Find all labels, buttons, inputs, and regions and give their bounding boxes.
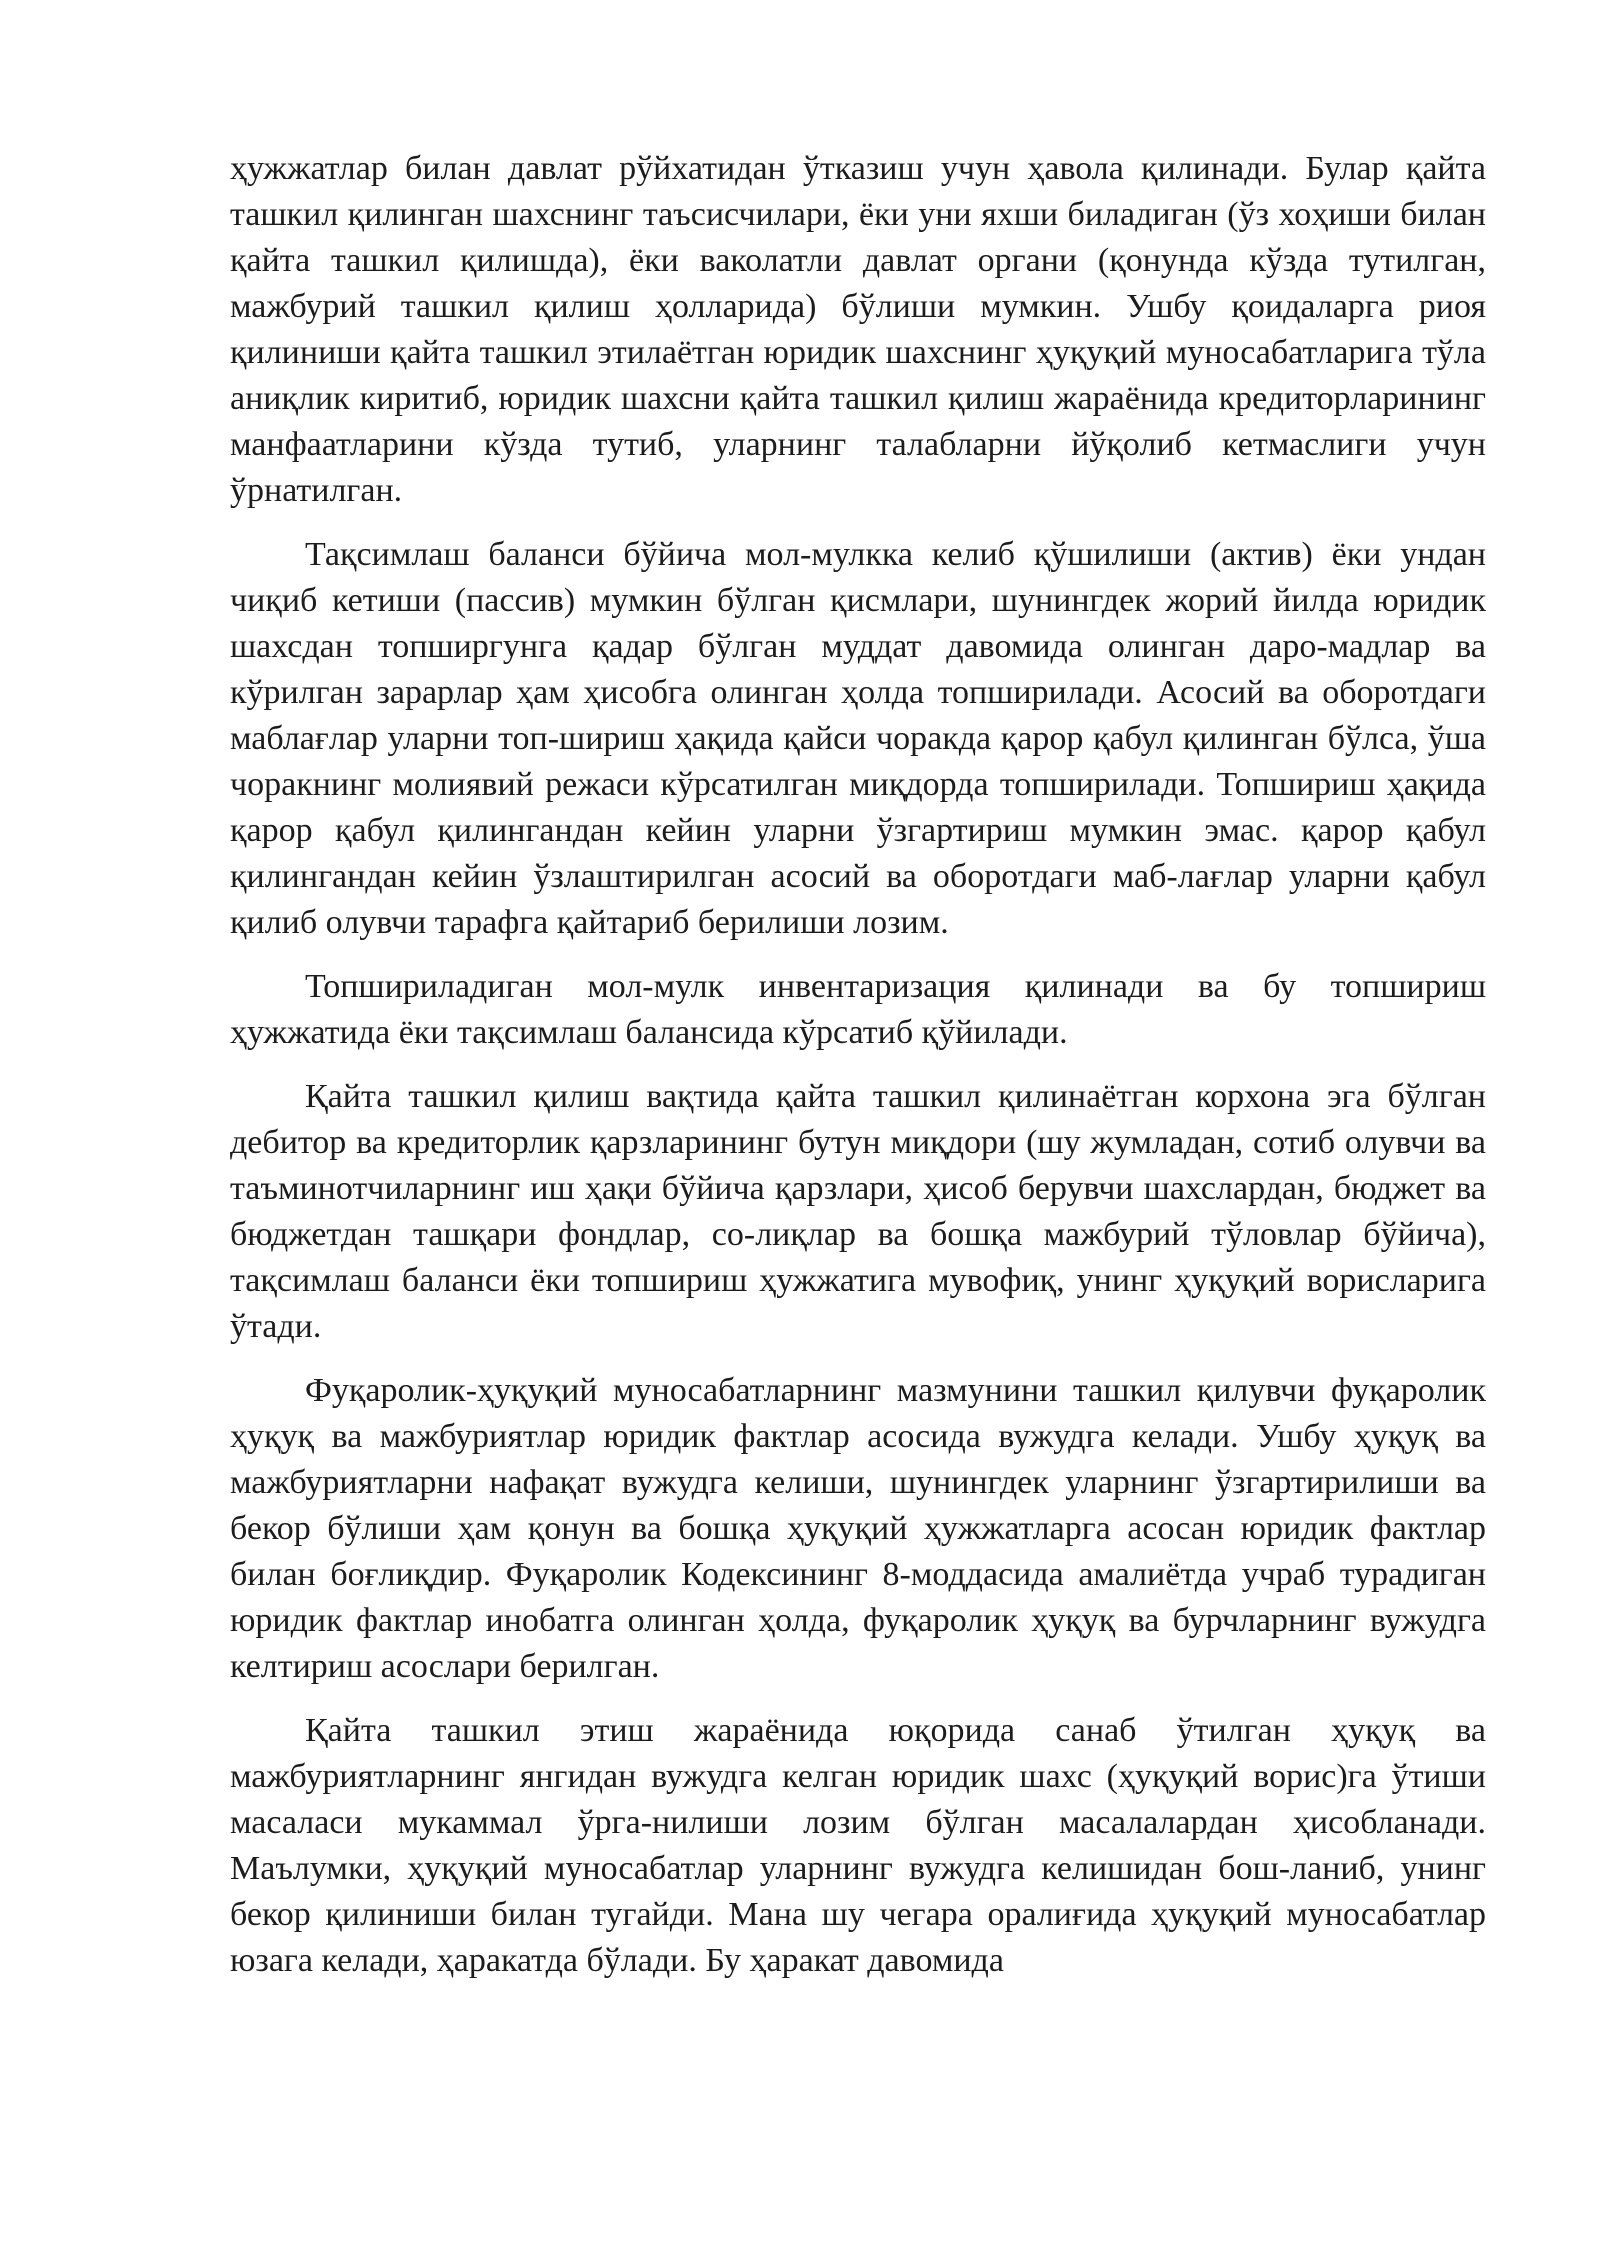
- paragraph-1: ҳужжатлар билан давлат рўйхатидан ўтказиш учун ҳавола қилинади. Булар қайта ташкил қилинган шахснинг таъсисчилари, ёки уни яхши биладиган (ўз хоҳиши билан қайта ташкил қилишда), ёки ваколатли давлат органи (қонунда кўзда тутилган, мажбурий ташкил қилиш ҳолларида) бўлиши мумкин. Ушбу қоидаларга риоя қилиниши қайта ташкил этилаётган юридик шахснинг ҳуқуқий муносабатларига тўла аниқлик киритиб, юридик шахсни қайта ташкил қилиш жараёнида кредиторларининг манфаатларини кўзда тутиб, уларнинг талабларни йўқолиб кетмаслиги учун ўрнатилган.: [230, 150, 1486, 509]
- paragraph-2: Тақсимлаш баланси бўйича мол-мулкка келиб қўшилиши (актив) ёки ундан чиқиб кетиши (пассив) мумкин бўлган қисмлари, шунингдек жорий йилда юридик шахсдан топширгунга қадар бўлган муддат давомида олинган даро-мадлар ва кўрилган зарарлар ҳам ҳисобга олинган ҳолда топширилади. Асосий ва оборотдаги маблағлар уларни топ-шириш ҳақида қайси чоракда қарор қабул қилинган бўлса, ўша чоракнинг молиявий режаси кўрсатилган миқдорда топширилади. Топшириш ҳақида қарор қабул қилингандан кейин уларни ўзгартириш мумкин эмас. қарор қабул қилингандан кейин ўзлаштирилган асосий ва оборотдаги маб-лағлар уларни қабул қилиб олувчи тарафга қайтариб берилиши лозим.: [230, 536, 1486, 941]
- paragraph-6: Қайта ташкил этиш жараёнида юқорида санаб ўтилган ҳуқуқ ва мажбуриятларнинг янгидан вужудга келган юридик шахс (ҳуқуқий ворис)га ўтиши масаласи мукаммал ўрга-нилиши лозим бўлган масалалардан ҳисобланади. Маълумки, ҳуқуқий муносабатлар уларнинг вужудга келишидан бош-ланиб, унинг бекор қилиниши билан тугайди. Мана шу чегара оралиғида ҳуқуқий муносабатлар юзага келади, ҳаракатда бўлади. Бу ҳаракат давомида: [230, 1712, 1486, 1979]
- paragraph-3: Топшириладиган мол-мулк инвентаризация қилинади ва бу топшириш ҳужжатида ёки тақсимлаш балансида кўрсатиб қўйилади.: [230, 968, 1486, 1051]
- paragraph-4: Қайта ташкил қилиш вақтида қайта ташкил қилинаётган корхона эга бўлган дебитор ва кредиторлик қарзларининг бутун миқдори (шу жумладан, сотиб олувчи ва таъминотчиларнинг иш ҳақи бўйича қарзлари, ҳисоб берувчи шахслардан, бюджет ва бюджетдан ташқари фондлар, со-лиқлар ва бошқа мажбурий тўловлар бўйича), тақсимлаш баланси ёки топшириш ҳужжатига мувофиқ, унинг ҳуқуқий ворисларига ўтади.: [230, 1078, 1486, 1345]
- paragraph-5: Фуқаролик-ҳуқуқий муносабатларнинг мазмунини ташкил қилувчи фуқаролик ҳуқуқ ва мажбуриятлар юридик фактлар асосида вужудга келади. Ушбу ҳуқуқ ва мажбуриятларни нафақат вужудга келиши, шунингдек уларнинг ўзгартирилиши ва бекор бўлиши ҳам қонун ва бошқа ҳуқуқий ҳужжатларга асосан юридик фактлар билан боғлиқдир. Фуқаролик Кодексининг 8-моддасида амалиётда учраб турадиган юридик фактлар инобатга олинган ҳолда, фуқаролик ҳуқуқ ва бурчларнинг вужудга келтириш асослари берилган.: [230, 1372, 1486, 1685]
- document-body: [230, 146, 1486, 2002]
